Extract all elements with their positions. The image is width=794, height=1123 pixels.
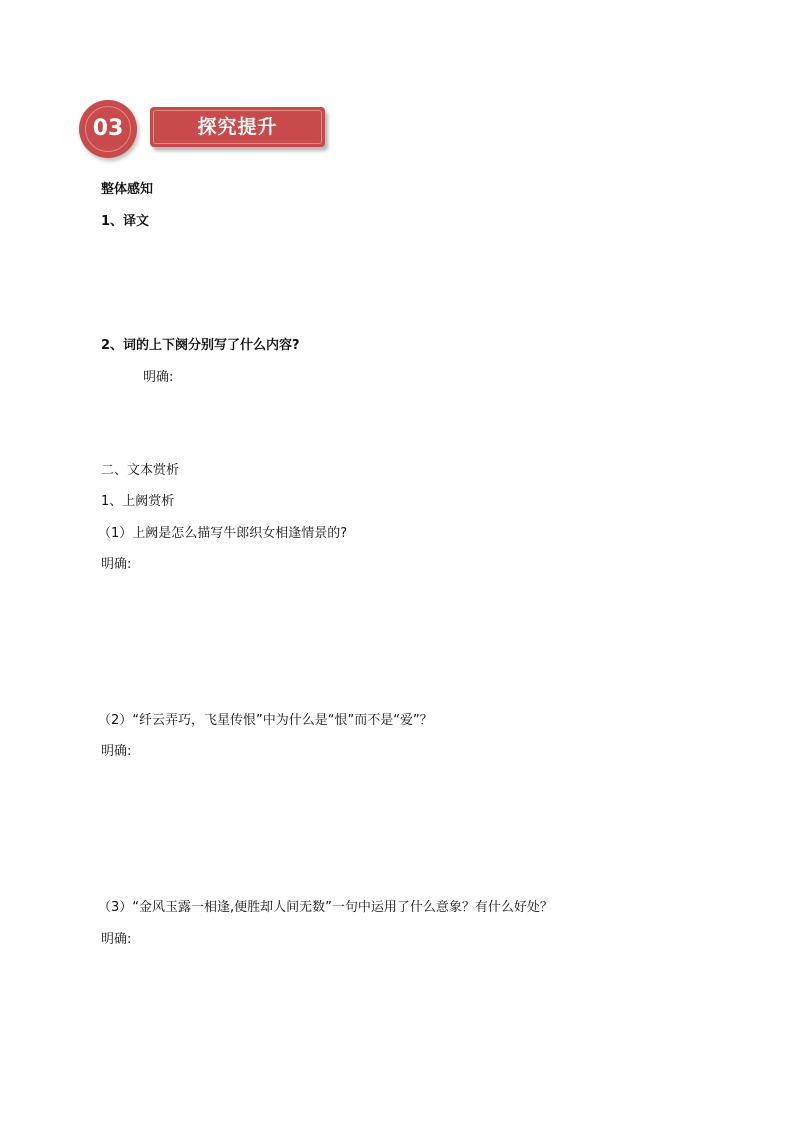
overall-heading: 整体感知	[101, 182, 154, 197]
question-2: （2）“纤云弄巧，飞星传恨”中为什么是“恨”而不是“爱”？	[98, 713, 433, 728]
item-translation: 1、译文	[101, 214, 150, 229]
section-number: 03	[92, 116, 124, 141]
question-1: （1）上阙是怎么描写牛郎织女相逢情景的?	[98, 526, 348, 541]
item-content-question: 2、词的上下阕分别写了什么内容?	[101, 338, 300, 353]
analysis-sub-heading: 1、上阙赏析	[101, 494, 175, 509]
answer-label: 明确:	[101, 557, 132, 572]
question-3: （3）“金风玉露一相逢,便胜却人间无数”一句中运用了什么意象？有什么好处？	[98, 900, 553, 915]
answer-label: 明确:	[101, 932, 132, 947]
answer-label: 明确:	[143, 370, 174, 385]
section-title: 探究提升	[197, 116, 278, 138]
analysis-heading: 二、文本赏析	[101, 463, 180, 478]
answer-label: 明确:	[101, 744, 132, 759]
